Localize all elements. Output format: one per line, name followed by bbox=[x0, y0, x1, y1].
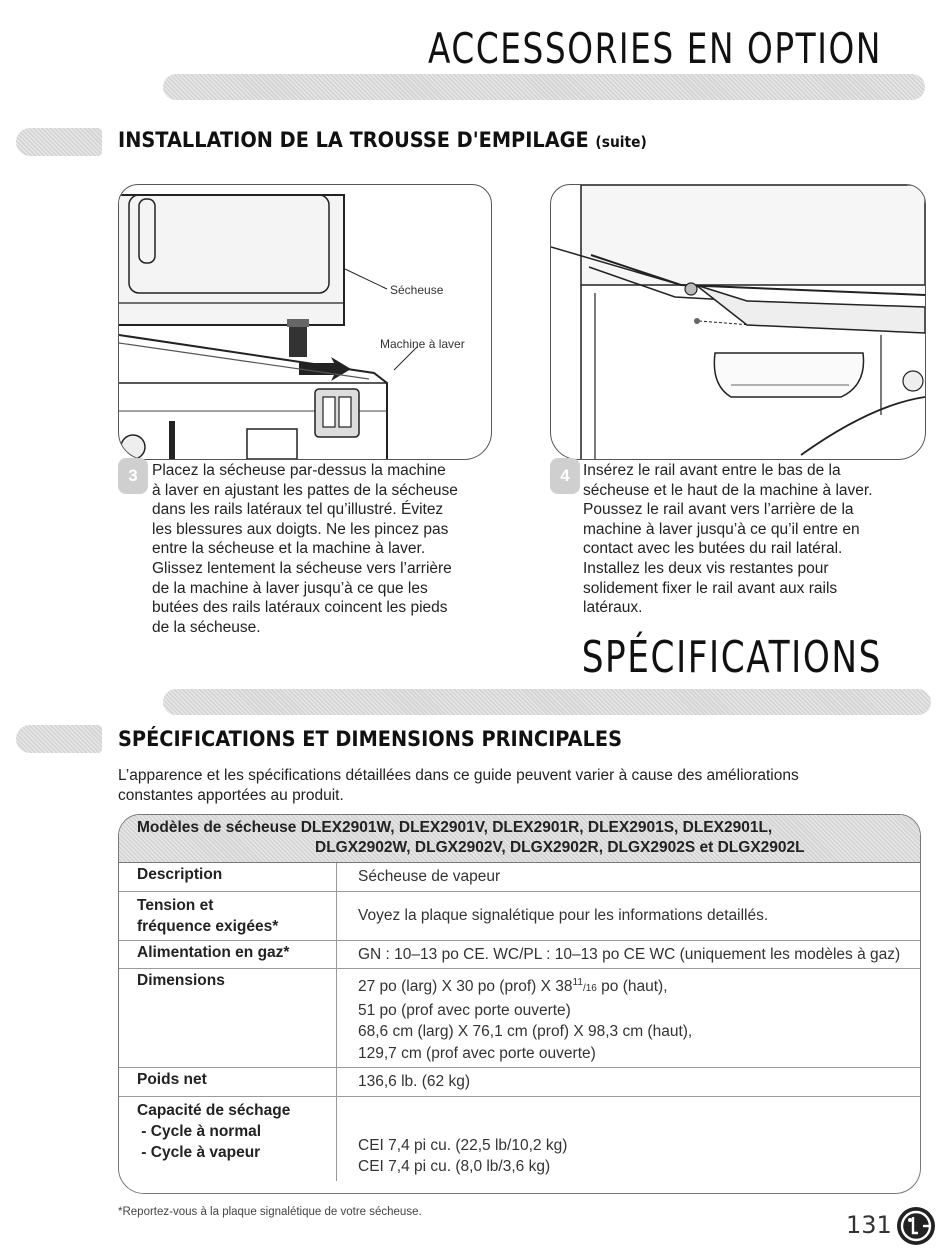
row-value: Sécheuse de vapeur bbox=[337, 863, 921, 891]
label-dryer: Sécheuse bbox=[390, 283, 444, 297]
dim-text: 27 po (larg) X 30 po (prof) X 38 bbox=[358, 978, 573, 996]
step-badge-4: 4 bbox=[550, 458, 580, 494]
row-label: Dimensions bbox=[119, 969, 337, 1068]
row-value bbox=[337, 1096, 921, 1181]
spec-table bbox=[119, 863, 920, 1181]
footnote: *Reportez-vous à la plaque signalétique de votre sécheuse. bbox=[118, 1206, 422, 1218]
section-title-suffix: (suite) bbox=[595, 133, 647, 151]
step-4-line: solidement fixer le rail avant aux rails bbox=[583, 579, 838, 597]
row-label: Alimentation en gaz* bbox=[119, 940, 337, 969]
front-rail-illustration bbox=[551, 185, 925, 459]
dim-fraction-num: 11 bbox=[572, 977, 583, 988]
step-3-line: à laver en ajustant les pattes de la sécheuse bbox=[152, 481, 458, 499]
step-3-line: de la sécheuse. bbox=[152, 618, 261, 636]
capacity-line: CEI 7,4 pi cu. (22,5 lb/10,2 kg) bbox=[358, 1136, 568, 1154]
row-label-line: fréquence exigées* bbox=[137, 917, 279, 935]
row-label: Poids net bbox=[119, 1068, 337, 1097]
models-list-1: DLEX2901W, DLEX2901V, DLEX2901R, DLEX2901S, DLEX2901L, bbox=[300, 819, 773, 836]
dim-line: 51 po (prof avec porte ouverte) bbox=[358, 1001, 571, 1019]
models-label: Modèles de sécheuse bbox=[137, 819, 297, 836]
section-title bbox=[118, 128, 647, 152]
lg-logo bbox=[896, 1206, 936, 1246]
specifications-title: SPÉCIFICATIONS bbox=[581, 632, 882, 683]
table-row bbox=[119, 891, 920, 940]
capacity-line: CEI 7,4 pi cu. (8,0 lb/3,6 kg) bbox=[358, 1158, 551, 1176]
spec-table-container bbox=[118, 814, 921, 1194]
step-4-line: Installez les deux vis restantes pour bbox=[583, 559, 829, 577]
models-list-2: DLGX2902W, DLGX2902V, DLGX2902R, DLGX2902S et DLGX2902L bbox=[315, 838, 805, 856]
table-row bbox=[119, 1096, 920, 1181]
header-bar bbox=[163, 74, 925, 100]
row-label-line: Tension et bbox=[137, 896, 214, 914]
intro-line: constantes apportées au produit. bbox=[118, 786, 344, 804]
page-number: 131 bbox=[846, 1211, 892, 1239]
step-4-line: machine à laver jusqu’à ce qu’il entre en bbox=[583, 520, 860, 538]
step-3-line: entre la sécheuse et la machine à laver. bbox=[152, 540, 426, 558]
lg-logo-icon bbox=[896, 1206, 936, 1246]
page-title: ACCESSORIES EN OPTION bbox=[428, 24, 882, 73]
table-row bbox=[119, 1068, 920, 1097]
row-value: 136,6 lb. (62 kg) bbox=[337, 1068, 921, 1097]
row-label bbox=[119, 1096, 337, 1181]
dim-line: 129,7 cm (prof avec porte ouverte) bbox=[358, 1044, 596, 1062]
row-label: Description bbox=[119, 863, 337, 891]
specifications-bar bbox=[163, 689, 931, 715]
figure-step-3 bbox=[118, 184, 492, 460]
row-value: GN : 10–13 po CE. WC/PL : 10–13 po CE WC (uniquement les modèles à gaz) bbox=[337, 940, 921, 969]
step-3-line: dans les rails latéraux tel qu’illustré. Évitez bbox=[152, 501, 444, 519]
row-label-line: - Cycle à normal bbox=[137, 1122, 262, 1140]
section-marker bbox=[16, 725, 102, 753]
table-row bbox=[119, 969, 920, 1068]
row-label-line: Capacité de séchage bbox=[137, 1101, 291, 1119]
label-washer: Machine à laver bbox=[380, 337, 465, 351]
step-4-line: Poussez le rail avant vers l’arrière de la bbox=[583, 501, 854, 519]
dryer-on-washer-illustration bbox=[119, 185, 491, 459]
models-header bbox=[119, 815, 920, 863]
row-value bbox=[337, 969, 921, 1068]
table-row bbox=[119, 940, 920, 969]
section-title-specs: SPÉCIFICATIONS ET DIMENSIONS PRINCIPALES bbox=[118, 727, 623, 751]
figure-step-4 bbox=[550, 184, 926, 460]
dim-text: po (haut), bbox=[596, 978, 668, 996]
row-value: Voyez la plaque signalétique pour les informations detaillés. bbox=[337, 891, 921, 940]
dim-line bbox=[358, 972, 914, 1000]
row-label bbox=[119, 891, 337, 940]
step-badge-3: 3 bbox=[118, 458, 148, 494]
models-line-1 bbox=[137, 818, 920, 838]
step-4-line: latéraux. bbox=[583, 599, 643, 617]
table-row bbox=[119, 863, 920, 891]
step-3-line: Placez la sécheuse par-dessus la machine bbox=[152, 462, 446, 479]
dim-fraction-den: /16 bbox=[582, 983, 597, 995]
step-4-text bbox=[583, 461, 928, 618]
row-label-line: - Cycle à vapeur bbox=[137, 1143, 261, 1161]
section-marker bbox=[16, 128, 102, 156]
dim-line: 68,6 cm (larg) X 76,1 cm (prof) X 98,3 cm (haut), bbox=[358, 1023, 693, 1041]
step-4-line: sécheuse et le haut de la machine à laver. bbox=[583, 481, 873, 499]
step-4-line: Insérez le rail avant entre le bas de la bbox=[583, 462, 841, 479]
intro-line: L’apparence et les spécifications détaillées dans ce guide peuvent varier à cause des améliorations bbox=[118, 767, 799, 784]
step-3-line: de la machine à laver jusqu’à ce que les bbox=[152, 579, 428, 597]
step-3-text bbox=[152, 461, 522, 637]
step-3-line: Glissez lentement la sécheuse vers l’arrière bbox=[152, 559, 452, 577]
models-line-2 bbox=[137, 838, 920, 858]
step-4-line: contact avec les butées du rail latéral. bbox=[583, 540, 843, 558]
intro-text bbox=[118, 766, 918, 805]
step-3-line: les blessures aux doigts. Ne les pincez pas bbox=[152, 520, 449, 538]
section-title-text: INSTALLATION DE LA TROUSSE D'EMPILAGE bbox=[118, 128, 589, 152]
step-3-line: butées des rails latéraux coincent les pieds bbox=[152, 599, 448, 617]
